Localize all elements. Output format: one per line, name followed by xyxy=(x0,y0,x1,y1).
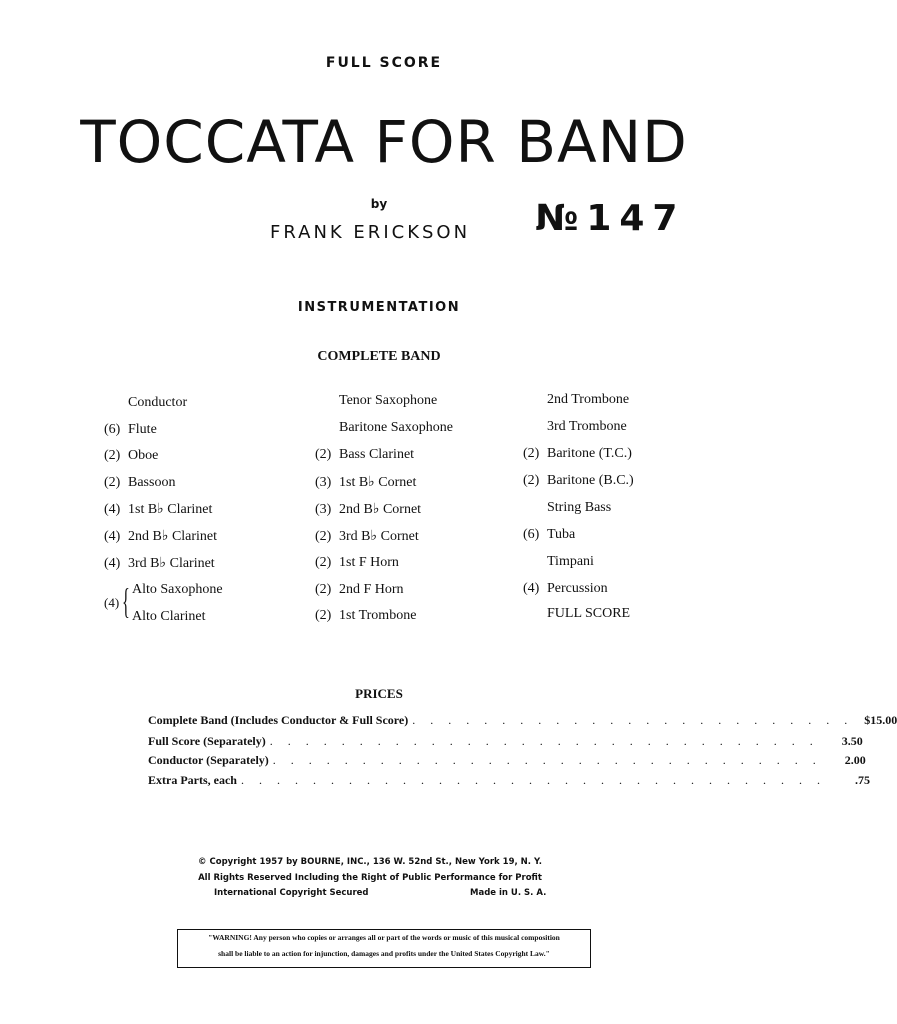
instrument-row: (3) 1st B♭ Cornet xyxy=(315,475,417,490)
instrument-row: Baritone Saxophone xyxy=(339,420,453,435)
brace-icon: { xyxy=(122,581,130,621)
by-label: by xyxy=(370,197,388,211)
complete-band-heading: COMPLETE BAND xyxy=(317,349,441,364)
instrument-row: (4) 2nd B♭ Clarinet xyxy=(104,529,218,544)
composer-name: FRANK ERICKSON xyxy=(270,222,471,243)
instrument-row: (2) Baritone (B.C.) xyxy=(523,473,634,488)
instrument-row: (4) 3rd B♭ Clarinet xyxy=(104,556,215,571)
instrument-row: Timpani xyxy=(547,554,594,569)
prices-heading: PRICES xyxy=(355,686,403,701)
warning-line: shall be liable to an action for injunction, damages and profits under the United States Copyright Law." xyxy=(218,949,550,958)
instrument-row: (2) 2nd F Horn xyxy=(315,582,404,597)
instrument-row: Conductor xyxy=(128,395,188,410)
instrument-row: (6) Tuba xyxy=(523,527,576,542)
brace-quantity: (4) xyxy=(104,595,120,610)
copyright-line: © Copyright 1957 by BOURNE, INC., 136 W. 52nd St., New York 19, N. Y. xyxy=(198,857,542,867)
international-copyright: International Copyright Secured xyxy=(214,888,369,898)
made-in-usa: Made in U. S. A. xyxy=(470,888,547,898)
instrument-row: (6) Flute xyxy=(104,422,157,437)
instrument-row: (4) 1st B♭ Clarinet xyxy=(104,502,213,517)
instrument-row: (2) Baritone (T.C.) xyxy=(523,446,632,461)
price-row: Full Score (Separately) . . . . . . . . . . . . . . . . . . . . . . . . . . . . . . . 3.50 xyxy=(148,734,863,748)
instrumentation-heading: INSTRUMENTATION xyxy=(297,300,461,315)
rights-line: All Rights Reserved Including the Right of Public Performance for Profit xyxy=(198,873,542,883)
instrument-row: String Bass xyxy=(547,500,612,515)
instrument-row: (2) Oboe xyxy=(104,448,159,463)
instrument-row: (2) Bass Clarinet xyxy=(315,447,415,462)
instrument-row: (2) Bassoon xyxy=(104,475,176,490)
full-score-heading: FULL SCORE xyxy=(325,55,443,71)
instrument-row: 2nd Trombone xyxy=(547,392,630,407)
price-row: Extra Parts, each . . . . . . . . . . . . . . . . . . . . . . . . . . . . . . . . . .75 xyxy=(148,773,870,787)
instrument-row: (2) 1st F Horn xyxy=(315,555,399,570)
catalog-number: №147 xyxy=(535,198,686,239)
instrument-row: FULL SCORE xyxy=(547,606,631,621)
instrument-row: (4) Percussion xyxy=(523,581,608,596)
page-title: TOCCATA FOR BAND xyxy=(80,108,688,176)
instrument-row: (2) 1st Trombone xyxy=(315,608,417,623)
instrument-row: (3) 2nd B♭ Cornet xyxy=(315,502,422,517)
alto-brace-group xyxy=(104,579,304,629)
instrument-row: 3rd Trombone xyxy=(547,419,627,434)
warning-line: "WARNING! Any person who copies or arranges all or part of the words or music of this musical composition xyxy=(208,933,560,942)
instrument-row: Alto Saxophone xyxy=(132,582,223,597)
copyright-warning-box xyxy=(177,929,591,968)
price-row: Conductor (Separately) . . . . . . . . . . . . . . . . . . . . . . . . . . . . . . . 2.00 xyxy=(148,753,866,767)
instrument-row: Alto Clarinet xyxy=(132,609,206,624)
instrument-row: (2) 3rd B♭ Cornet xyxy=(315,529,419,544)
price-row: Complete Band (Includes Conductor & Full Score) . . . . . . . . . . . . . . . . . . . . . . . . . $15.00 xyxy=(148,713,897,727)
instrument-row: Tenor Saxophone xyxy=(339,393,438,408)
